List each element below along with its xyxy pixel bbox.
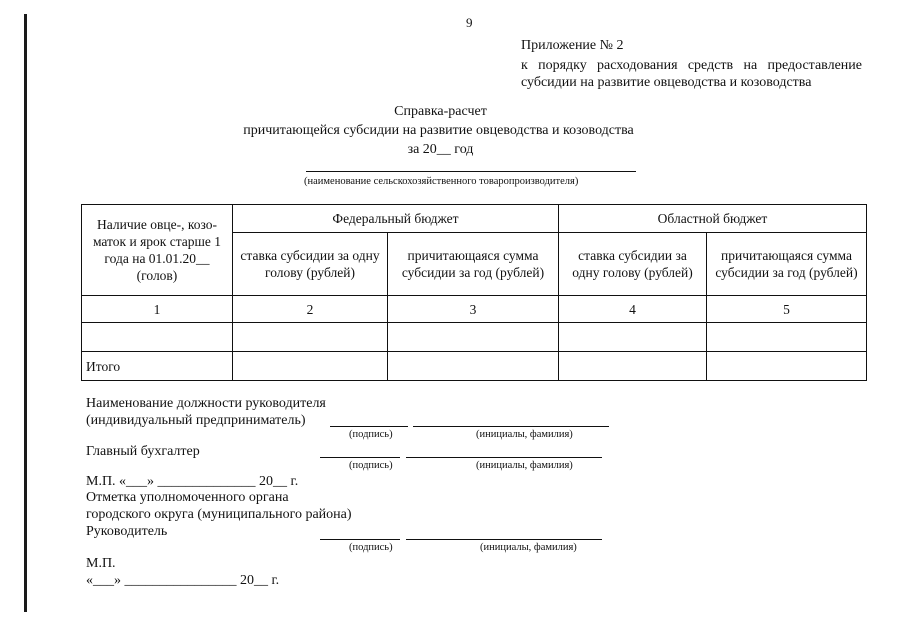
header-federal-sum: причитающаяся сумма субсидии за год (рублей) [388, 233, 559, 296]
authority-signature-caption: (подпись) [349, 542, 393, 553]
header-federal-rate: ставка субсидии за одну голову (рублей) [233, 233, 388, 296]
accountant-signature-line [320, 457, 400, 458]
col-number-4: 4 [559, 296, 707, 323]
head-signature-line [330, 426, 408, 427]
col-number-1: 1 [82, 296, 233, 323]
document-year: за 20__ год [407, 142, 474, 157]
authority-name-caption: (инициалы, фамилия) [480, 542, 577, 553]
col-number-5: 5 [707, 296, 867, 323]
col-number-3: 3 [388, 296, 559, 323]
authority-date-line: «___» ________________ 20__ г. [86, 573, 280, 588]
data-cell [559, 323, 707, 352]
data-cell [233, 323, 388, 352]
authority-signature-line [320, 539, 400, 540]
header-livestock-count: Наличие овце-, козо-маток и ярок старше 1 года на 01.01.20__ (голов) [82, 205, 233, 296]
header-regional-rate: ставка субсидии за одну голову (рублей) [559, 233, 707, 296]
document-subtitle: причитающейся субсидии на развитие овцеводства и козоводства [243, 123, 634, 138]
appendix-line-2: к порядку расходования средств на предоставление [521, 58, 862, 73]
data-cell [82, 323, 233, 352]
total-label: Итого [82, 352, 233, 381]
accountant-signature-caption: (подпись) [349, 460, 393, 471]
table-row [82, 323, 867, 352]
authority-stamp-label: М.П. [86, 556, 116, 571]
accountant-name-line [406, 457, 602, 458]
subsidy-table [81, 204, 867, 381]
total-row [82, 352, 867, 381]
entrepreneur-label: (индивидуальный предприниматель) [86, 413, 306, 428]
total-cell [707, 352, 867, 381]
org-name-line [306, 171, 636, 172]
authority-mark-line-1: Отметка уполномоченного органа [86, 490, 289, 505]
head-signature-caption: (подпись) [349, 429, 393, 440]
chief-accountant-label: Главный бухгалтер [86, 444, 200, 459]
authority-mark-line-2: городского округа (муниципального района) [86, 507, 352, 522]
total-cell [559, 352, 707, 381]
header-regional-budget: Областной бюджет [559, 205, 867, 233]
org-name-caption: (наименование сельскохозяйственного товаропроизводителя) [304, 176, 579, 187]
stamp-date-line: М.П. «___» ______________ 20__ г. [86, 474, 299, 489]
head-position-label: Наименование должности руководителя [86, 396, 326, 411]
total-cell [233, 352, 388, 381]
document-title: Справка-расчет [394, 104, 487, 119]
authority-head-label: Руководитель [86, 524, 168, 539]
total-cell [388, 352, 559, 381]
data-cell [388, 323, 559, 352]
head-name-caption: (инициалы, фамилия) [476, 429, 573, 440]
authority-name-line [406, 539, 602, 540]
accountant-name-caption: (инициалы, фамилия) [476, 460, 573, 471]
header-federal-budget: Федеральный бюджет [233, 205, 559, 233]
appendix-title: Приложение № 2 [521, 38, 624, 53]
col-number-2: 2 [233, 296, 388, 323]
page-number: 9 [466, 15, 473, 30]
data-cell [707, 323, 867, 352]
appendix-line-3: субсидии на развитие овцеводства и козоводства [521, 75, 812, 90]
head-name-line [413, 426, 609, 427]
header-regional-sum: причитающаяся сумма субсидии за год (рублей) [707, 233, 867, 296]
